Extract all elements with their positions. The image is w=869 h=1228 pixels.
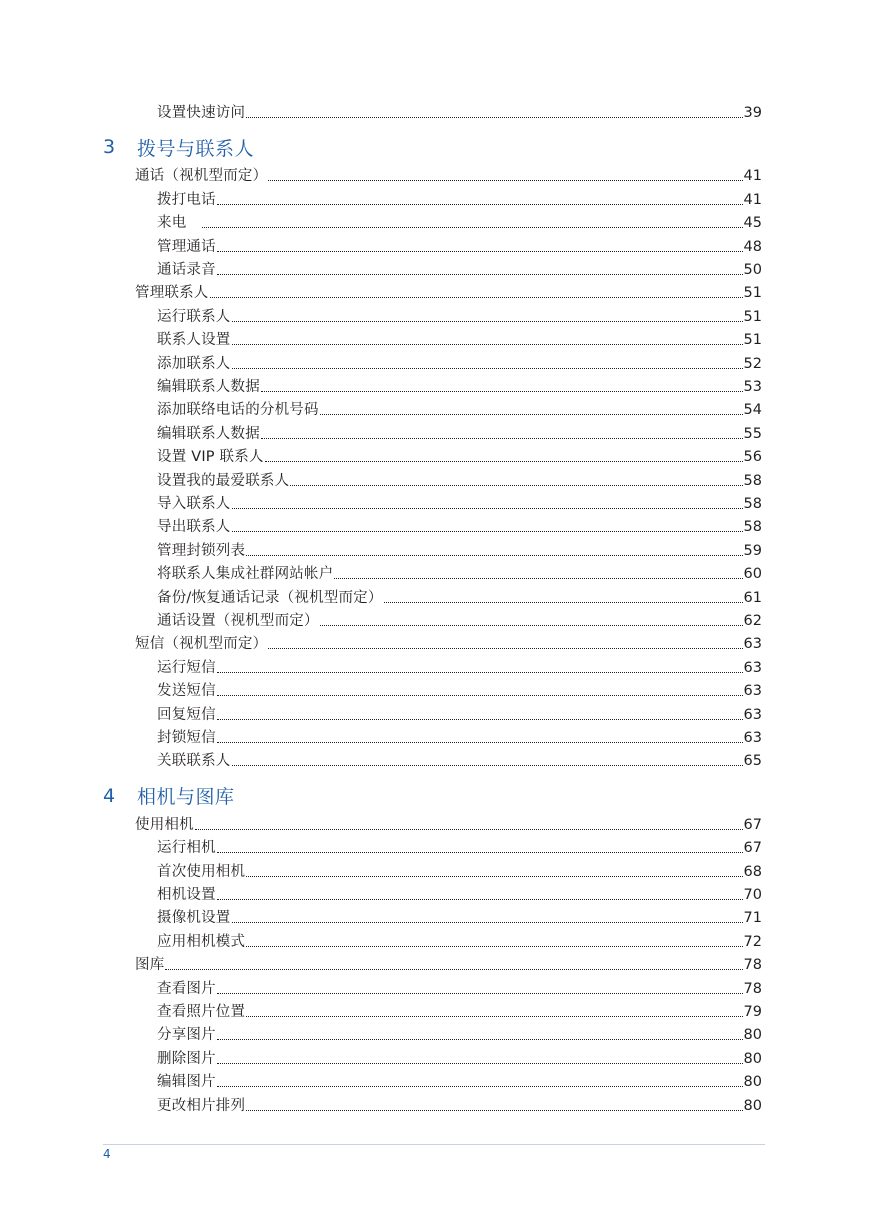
dot-leader — [217, 852, 743, 853]
dot-leader — [217, 1086, 743, 1087]
toc-section-entry[interactable] — [135, 163, 762, 185]
dot-leader — [246, 117, 742, 118]
toc-entry-label: 添加联络电话的分机号码 — [157, 402, 319, 419]
toc-entry-label: 应用相机模式 — [157, 933, 246, 950]
toc-entry-page-number: 80 — [743, 1050, 762, 1067]
toc-subsection-entry[interactable] — [157, 976, 762, 998]
toc-entry-page-number: 63 — [743, 683, 762, 700]
toc-entry-label: 运行联系人 — [157, 308, 231, 325]
toc-entry-label: 使用相机 — [135, 816, 194, 833]
toc-entry-page-number: 70 — [743, 887, 762, 903]
toc-subsection-entry[interactable] — [157, 468, 762, 490]
dot-leader — [217, 1039, 743, 1040]
dot-leader — [246, 555, 742, 556]
toc-entry-page-number: 65 — [743, 753, 762, 770]
toc-entry-label: 相机设置 — [157, 887, 216, 903]
toc-entry-page-number: 67 — [743, 840, 762, 857]
toc-entry-page-number: 67 — [743, 816, 762, 833]
toc-subsection-entry[interactable] — [157, 835, 762, 857]
toc-subsection-entry[interactable] — [157, 210, 762, 232]
toc-subsection-entry[interactable] — [157, 257, 762, 279]
toc-entry-page-number: 60 — [743, 566, 762, 583]
dot-leader — [232, 765, 743, 766]
toc-subsection-entry[interactable] — [157, 678, 762, 700]
toc-entry-page-number: 78 — [743, 957, 762, 974]
toc-section-entry[interactable] — [135, 812, 762, 834]
dot-leader — [320, 625, 743, 626]
dot-leader — [195, 829, 743, 830]
toc-entry-page-number: 51 — [743, 285, 762, 302]
toc-entry-label: 封锁短信 — [157, 730, 216, 746]
toc-subsection-entry[interactable] — [157, 374, 762, 396]
toc-entry-label: 通话录音 — [157, 262, 216, 278]
toc-entry-label: 设置我的最爱联系人 — [157, 472, 290, 489]
dot-leader — [261, 391, 743, 392]
toc-subsection-entry[interactable] — [157, 351, 762, 373]
toc-entry-page-number: 61 — [743, 589, 762, 606]
toc-entry-page-number: 68 — [743, 863, 762, 880]
toc-entry-label: 编辑联系人数据 — [157, 379, 260, 395]
toc-entry-page-number: 51 — [743, 332, 762, 349]
toc-entry-label: 联系人设置 — [157, 332, 231, 349]
toc-entry-label: 导出联系人 — [157, 519, 231, 536]
dot-leader — [265, 461, 743, 462]
toc-entry-label: 短信（视机型而定） — [135, 636, 268, 653]
toc-entry-label: 将联系人集成社群网站帐户 — [157, 566, 334, 583]
toc-entry-page-number: 50 — [743, 262, 762, 278]
toc-entry-label: 查看图片 — [157, 980, 216, 997]
dot-leader — [246, 1110, 742, 1111]
toc-subsection-entry[interactable] — [157, 725, 762, 747]
toc-subsection-entry[interactable] — [157, 748, 762, 770]
chapter-heading[interactable] — [103, 133, 254, 161]
dot-leader — [261, 438, 743, 439]
toc-entry-page-number: 45 — [743, 215, 762, 232]
dot-leader — [320, 414, 743, 415]
toc-subsection-entry[interactable] — [157, 702, 762, 724]
chapter-number: 3 — [103, 136, 116, 159]
toc-entry-page-number: 63 — [743, 636, 762, 653]
toc-section-entry[interactable] — [135, 631, 762, 653]
toc-entry-page-number: 55 — [743, 425, 762, 442]
toc-entry-page-number: 72 — [743, 933, 762, 950]
dot-leader — [268, 180, 742, 181]
toc-entry-label: 删除图片 — [157, 1050, 216, 1067]
dot-leader — [217, 204, 743, 205]
toc-entry-page-number: 48 — [743, 238, 762, 255]
toc-subsection-entry[interactable] — [157, 608, 762, 630]
toc-entry-label: 管理封锁列表 — [157, 542, 246, 559]
toc-section-entry[interactable] — [135, 280, 762, 302]
toc-subsection-entry[interactable] — [157, 859, 762, 881]
toc-entry-page-number: 41 — [743, 168, 762, 185]
toc-entry-page-number: 53 — [743, 379, 762, 395]
toc-entry-label: 查看照片位置 — [157, 1004, 246, 1020]
chapter-heading[interactable] — [103, 782, 235, 810]
toc-entry-label: 设置 VIP 联系人 — [157, 449, 264, 466]
toc-entry-page-number: 56 — [743, 449, 762, 466]
toc-entry-page-number: 41 — [743, 191, 762, 208]
toc-entry-label: 摄像机设置 — [157, 910, 231, 927]
toc-entry-label: 通话（视机型而定） — [135, 168, 268, 185]
toc-subsection-entry[interactable] — [157, 100, 762, 122]
toc-entry-page-number: 58 — [743, 472, 762, 489]
dot-leader — [232, 922, 743, 923]
toc-entry-label: 导入联系人 — [157, 496, 231, 512]
toc-entry-page-number: 62 — [743, 613, 762, 629]
toc-entry-page-number: 63 — [743, 659, 762, 676]
toc-subsection-entry[interactable] — [157, 304, 762, 326]
toc-subsection-entry[interactable] — [157, 929, 762, 951]
dot-leader — [165, 969, 742, 970]
toc-entry-page-number: 52 — [743, 355, 762, 372]
toc-subsection-entry[interactable] — [157, 444, 762, 466]
chapter-title: 相机与图库 — [137, 786, 235, 809]
toc-subsection-entry[interactable] — [157, 882, 762, 904]
toc-subsection-entry[interactable] — [157, 1046, 762, 1068]
toc-entry-label: 首次使用相机 — [157, 863, 246, 880]
dot-leader — [232, 321, 743, 322]
toc-subsection-entry[interactable] — [157, 1069, 762, 1091]
footer-divider — [103, 1144, 765, 1145]
toc-subsection-entry[interactable] — [157, 999, 762, 1021]
toc-subsection-entry[interactable] — [157, 514, 762, 536]
toc-entry-page-number: 63 — [743, 730, 762, 746]
toc-entry-label: 管理通话 — [157, 238, 216, 255]
toc-subsection-entry[interactable] — [157, 561, 762, 583]
dot-leader — [217, 274, 743, 275]
toc-entry-page-number: 63 — [743, 706, 762, 723]
toc-section-entry[interactable] — [135, 952, 762, 974]
toc-entry-page-number: 80 — [743, 1074, 762, 1091]
dot-leader — [246, 1016, 742, 1017]
toc-entry-page-number: 79 — [743, 1004, 762, 1020]
dot-leader — [217, 672, 743, 673]
dot-leader — [202, 227, 742, 228]
toc-entry-page-number: 80 — [743, 1027, 762, 1044]
toc-entry-label: 运行相机 — [157, 840, 216, 857]
toc-subsection-entry[interactable] — [157, 905, 762, 927]
toc-subsection-entry[interactable] — [157, 234, 762, 256]
toc-subsection-entry[interactable] — [157, 327, 762, 349]
toc-subsection-entry[interactable] — [157, 421, 762, 443]
dot-leader — [217, 1063, 743, 1064]
toc-entry-page-number: 39 — [743, 105, 762, 121]
dot-leader — [290, 485, 742, 486]
toc-entry-label: 通话设置（视机型而定） — [157, 613, 319, 629]
toc-entry-page-number: 58 — [743, 496, 762, 512]
toc-entry-label: 添加联系人 — [157, 355, 231, 372]
toc-entry-page-number: 59 — [743, 542, 762, 559]
toc-entry-page-number: 51 — [743, 308, 762, 325]
toc-entry-page-number: 78 — [743, 980, 762, 997]
toc-entry-label: 图库 — [135, 957, 165, 974]
toc-entry-label: 拨打电话 — [157, 191, 216, 208]
dot-leader — [268, 648, 742, 649]
dot-leader — [246, 876, 742, 877]
toc-entry-label: 编辑联系人数据 — [157, 425, 260, 442]
dot-leader — [210, 297, 743, 298]
toc-entry-label: 发送短信 — [157, 683, 216, 700]
toc-subsection-entry[interactable] — [157, 538, 762, 560]
footer-page-number: 4 — [103, 1147, 111, 1161]
toc-entry-label: 来电 — [157, 215, 202, 232]
dot-leader — [217, 719, 743, 720]
dot-leader — [217, 742, 743, 743]
toc-entry-page-number: 54 — [743, 402, 762, 419]
dot-leader — [232, 531, 743, 532]
dot-leader — [217, 695, 743, 696]
dot-leader — [232, 368, 743, 369]
toc-subsection-entry[interactable] — [157, 491, 762, 513]
dot-leader — [246, 946, 742, 947]
toc-entry-label: 设置快速访问 — [157, 105, 246, 121]
toc-entry-label: 关联联系人 — [157, 753, 231, 770]
toc-entry-label: 备份/恢复通话记录（视机型而定） — [157, 589, 383, 606]
toc-subsection-entry[interactable] — [157, 655, 762, 677]
dot-leader — [334, 578, 742, 579]
toc-subsection-entry[interactable] — [157, 397, 762, 419]
dot-leader — [384, 602, 743, 603]
toc-entry-label: 编辑图片 — [157, 1074, 216, 1091]
toc-subsection-entry[interactable] — [157, 585, 762, 607]
chapter-title: 拨号与联系人 — [137, 137, 255, 160]
dot-leader — [232, 344, 743, 345]
toc-entry-page-number: 71 — [743, 910, 762, 927]
dot-leader — [217, 251, 743, 252]
toc-entry-label: 回复短信 — [157, 706, 216, 723]
toc-entry-label: 分享图片 — [157, 1027, 216, 1044]
toc-entry-label: 更改相片排列 — [157, 1097, 246, 1114]
toc-subsection-entry[interactable] — [157, 1093, 762, 1115]
toc-entry-page-number: 80 — [743, 1097, 762, 1114]
dot-leader — [217, 899, 743, 900]
toc-subsection-entry[interactable] — [157, 1022, 762, 1044]
toc-entry-page-number: 58 — [743, 519, 762, 536]
chapter-number: 4 — [103, 784, 116, 807]
toc-entry-label: 管理联系人 — [135, 285, 209, 302]
dot-leader — [232, 508, 743, 509]
toc-subsection-entry[interactable] — [157, 187, 762, 209]
dot-leader — [217, 993, 743, 994]
toc-entry-label: 运行短信 — [157, 659, 216, 676]
